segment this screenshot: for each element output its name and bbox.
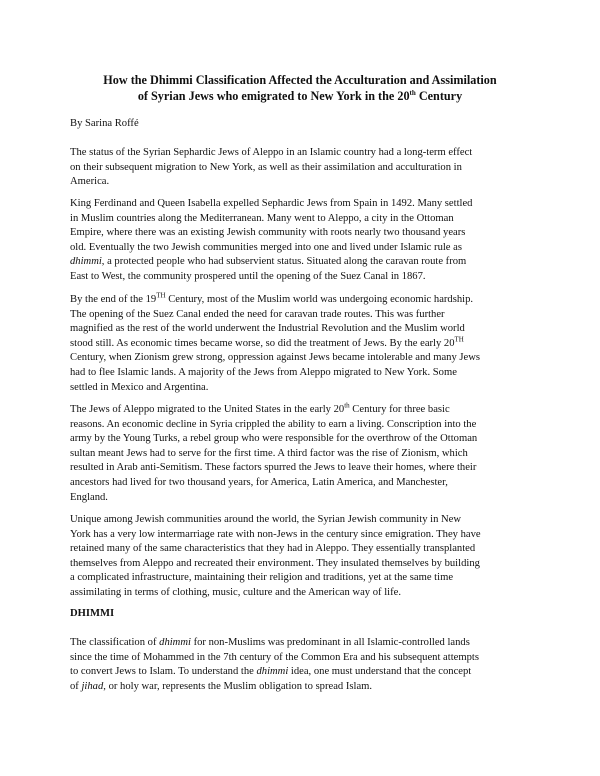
section-heading-dhimmi: DHIMMI bbox=[70, 608, 115, 619]
paragraph-economic-hardship: By the end of the 19TH Century, most of the Muslim world was undergoing economic hardship. The opening of the Suez Canal ended the need for caravan trade routes. This was further magnified as the rest of the world underwent the Industrial Revolution and the Muslim world stood still. As economic times became worse, so did the treatment of Jews. By the early 20TH Century, when Zionism grew strong, oppression against Jews became intolerable and many Jews had to flee Islamic lands. A majority of the Jews from Aleppo migrated to New York. Some settled in Mexico and Argentina. bbox=[70, 291, 481, 393]
byline: By Sarina Roffé bbox=[70, 118, 139, 129]
paragraph-dhimmi-classification: The classification of dhimmi for non-Muslims was predominant in all Islamic-controlled lands since the time of Mohammed in the 7th century of the Common Era and his subsequent attempts to convert Jews to Islam. To understand the dhimmi idea, one must understand that the concept of jihad, or holy war, represents the Muslim obligation to spread Islam. bbox=[70, 637, 479, 692]
paragraph-community: Unique among Jewish communities around the world, the Syrian Jewish community in New York has a very low intermarriage rate with non-Jews in the century since emigration. They have retained many of the same characteristics that they had in Aleppo. They essentially transplanted themselves from Aleppo and recreated their environment. They insulated themselves by building a complicated infrastructure, maintaining their religion and traditions, yet at the same time assimilating in terms of clothing, music, culture and the American way of life. bbox=[70, 514, 481, 598]
title-line-1: How the Dhimmi Classification Affected the Acculturation and Assimilation bbox=[103, 73, 497, 87]
paragraph-migration-reasons: The Jews of Aleppo migrated to the United States in the early 20th Century for three basic reasons. An economic decline in Syria crippled the ability to earn a living. Conscription into the army by the Young Turks, a rebel group who were responsible for the overthrow of the Ottoman sultan meant Jews had to serve for the first time. A third factor was the rise of Zionism, which resulted in Arab anti-Semitism. These factors spurred the Jews to leave their homes, where their ancestors had lived for two thousand years, for America, Latin America, and Manchester, England. bbox=[70, 401, 478, 503]
title-line-2: of Syrian Jews who emigrated to New York in the 20th Century bbox=[137, 88, 463, 103]
paragraph-expulsion: King Ferdinand and Queen Isabella expelled Sephardic Jews from Spain in 1492. Many settled in Muslim countries along the Mediterranean. Many went to Aleppo, a city in the Ottoman Empire, where there was an existing Jewish community with roots nearly two thousand years old. Eventually the two Jewish communities merged into one and lived under Islamic rule as dhimmi, a protected people who had subservient status. Situated along the caravan route from East to West, the community prospered until the opening of the Suez Canal in 1867. bbox=[70, 198, 473, 282]
paragraph-intro: The status of the Syrian Sephardic Jews of Aleppo in an Islamic country had a long-term effect on their subsequent migration to New York, as well as their assimilation and acculturation in America. bbox=[70, 147, 473, 188]
document-title bbox=[70, 72, 530, 104]
